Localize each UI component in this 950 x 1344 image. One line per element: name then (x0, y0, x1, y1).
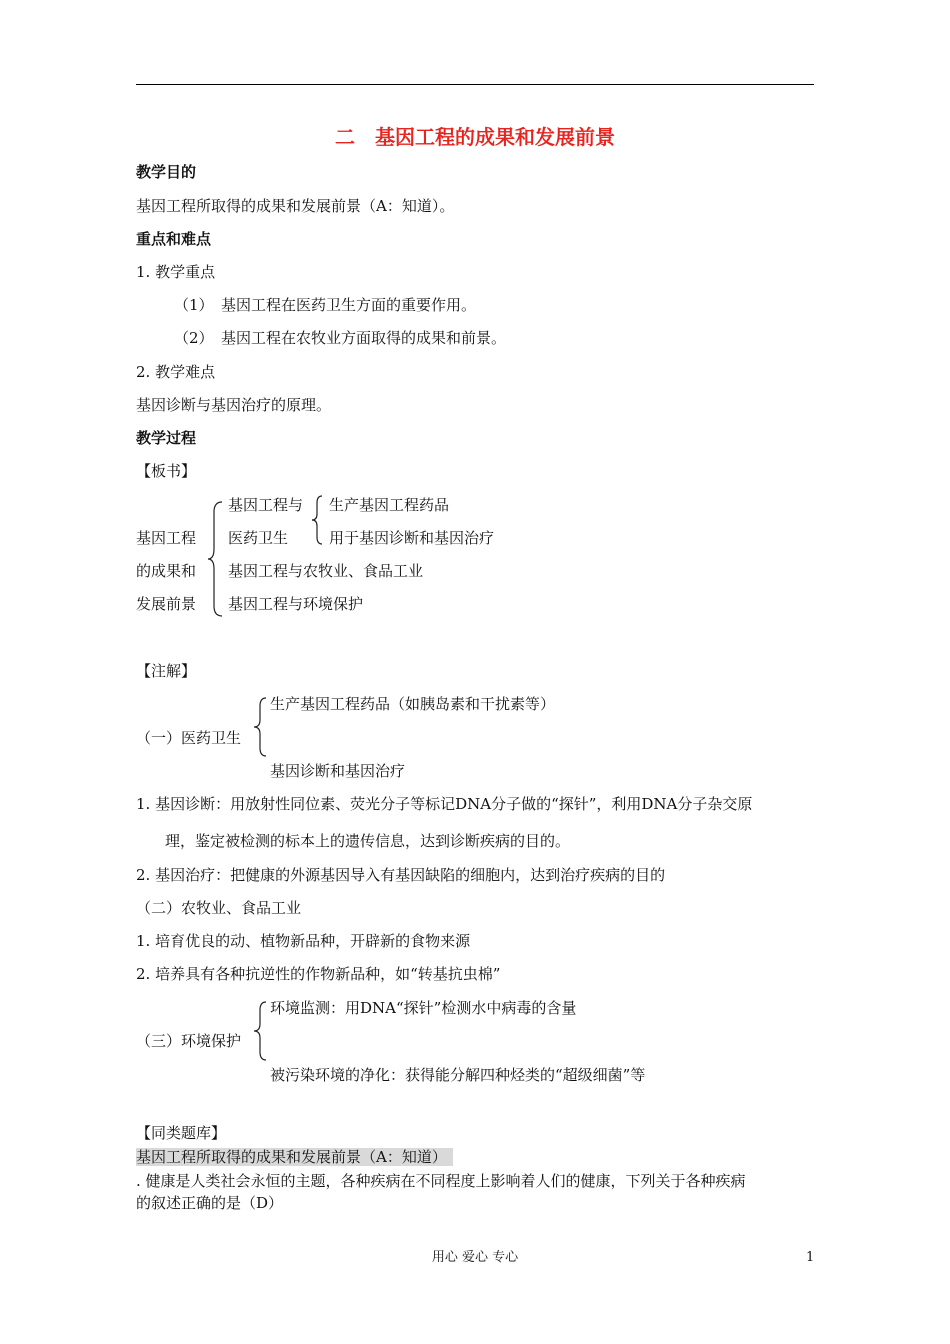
key-point-item-1: 1. 教学重点 (136, 263, 216, 281)
board-branch-1-brace (310, 494, 324, 546)
notes-section-3: （三）环境保护 (136, 1032, 242, 1050)
board-branch-1-line-1: 基因工程与 (228, 496, 304, 514)
notes-s1-brace (252, 696, 268, 758)
process-heading: 教学过程 (136, 429, 197, 447)
header-rule (136, 84, 814, 85)
notes-section-2: （二）农牧业、食品工业 (136, 899, 302, 917)
board-root-line-2: 的成果和 (136, 562, 197, 580)
difficulty-text: 基因诊断与基因治疗的原理。 (136, 396, 332, 414)
board-root-line-1: 基因工程 (136, 529, 197, 547)
question-bank-highlight: 基因工程所取得的成果和发展前景（A：知道） (136, 1148, 453, 1166)
notes-s1-item-a: 生产基因工程药品（如胰岛素和干扰素等） (270, 695, 556, 713)
notes-section-1: （一）医药卫生 (136, 729, 242, 747)
notes-s3-brace (252, 1000, 268, 1062)
board-branch-2: 基因工程与农牧业、食品工业 (228, 562, 424, 580)
footer-motto: 用心 爱心 专心 (431, 1250, 519, 1265)
question-bank-label: 【同类题库】 (136, 1124, 227, 1142)
board-root-brace (206, 500, 224, 618)
key-point-sub-1: （1） 基因工程在医药卫生方面的重要作用。 (174, 296, 477, 314)
notes-p1-line-2: 理，鉴定被检测的标本上的遗传信息，达到诊断疾病的目的。 (165, 832, 571, 850)
board-root-line-3: 发展前景 (136, 595, 197, 613)
page-number: 1 (806, 1250, 815, 1265)
notes-s2-item-2: 2. 培养具有各种抗逆性的作物新品种，如“转基抗虫棉” (136, 965, 501, 983)
notes-s3-item-b: 被污染环境的净化：获得能分解四种烃类的“超级细菌”等 (270, 1066, 646, 1084)
board-leaf-1: 生产基因工程药品 (329, 496, 450, 514)
key-points-heading: 重点和难点 (136, 230, 212, 248)
page-title: 二 基因工程的成果和发展前景 (335, 125, 615, 149)
question-line-2: 的叙述正确的是（D） (136, 1194, 284, 1212)
board-label: 【板书】 (136, 462, 197, 480)
question-line-1: . 健康是人类社会永恒的主题，各种疾病在不同程度上影响着人们的健康，下列关于各种疾病 (136, 1172, 746, 1190)
objective-text: 基因工程所取得的成果和发展前景（A：知道）。 (136, 197, 455, 215)
key-point-item-2: 2. 教学难点 (136, 363, 216, 381)
notes-s3-item-a: 环境监测：用DNA“探针”检测水中病毒的含量 (270, 999, 577, 1017)
notes-s1-item-b: 基因诊断和基因治疗 (270, 762, 406, 780)
board-branch-3: 基因工程与环境保护 (228, 595, 364, 613)
board-leaf-2: 用于基因诊断和基因治疗 (329, 529, 495, 547)
key-point-sub-2: （2） 基因工程在农牧业方面取得的成果和前景。 (174, 329, 507, 347)
objective-heading: 教学目的 (136, 163, 197, 181)
question-bank-highlight-row (136, 1150, 453, 1165)
notes-p1-line-1: 1. 基因诊断：用放射性同位素、荧光分子等标记DNA分子做的“探针”，利用DNA分子杂交原 (136, 795, 753, 813)
notes-s2-item-1: 1. 培育优良的动、植物新品种，开辟新的食物来源 (136, 932, 471, 950)
notes-p2: 2. 基因治疗：把健康的外源基因导入有基因缺陷的细胞内，达到治疗疾病的目的 (136, 866, 666, 884)
board-branch-1-line-2: 医药卫生 (228, 529, 289, 547)
notes-label: 【注解】 (136, 662, 197, 680)
